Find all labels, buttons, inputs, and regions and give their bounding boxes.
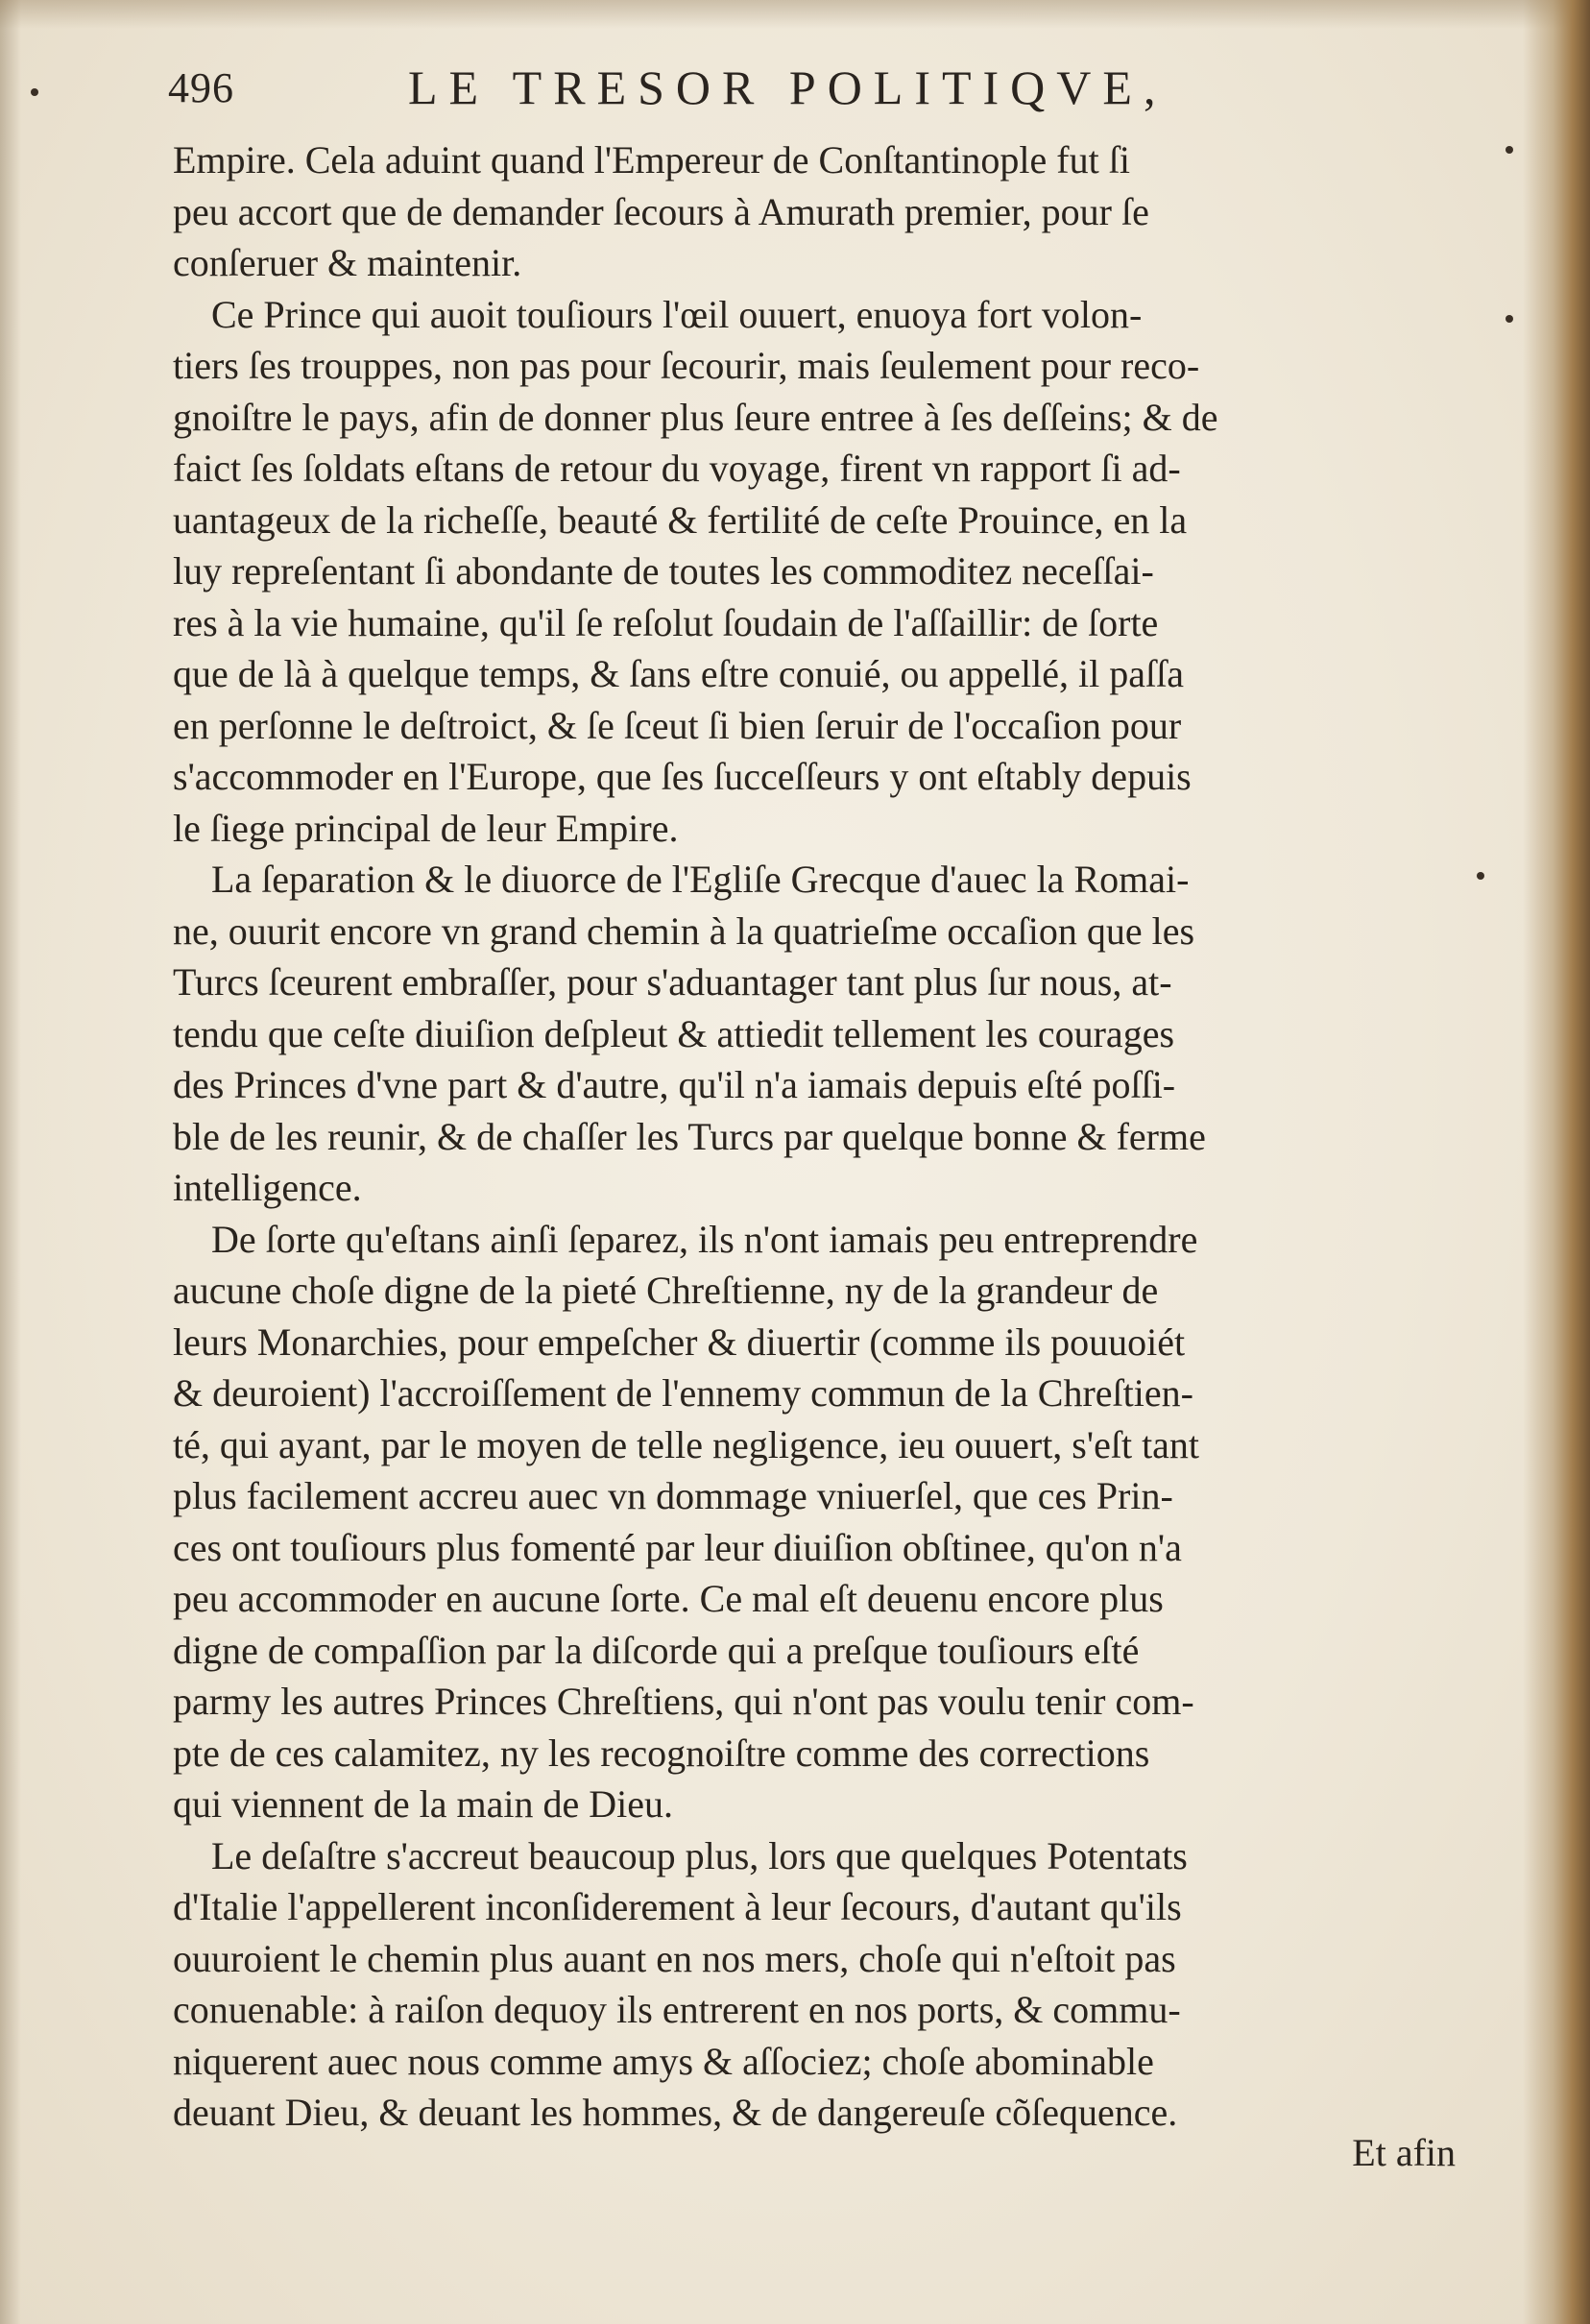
text-line: faict ſes ſoldats eſtans de retour du voyage, firent vn rapport ſi ad- bbox=[173, 447, 1181, 490]
text-line: res à la vie humaine, qu'il ſe reſolut ſoudain de l'aſſaillir: de ſorte bbox=[173, 600, 1159, 644]
text-line: digne de compaſſion par la diſcorde qui a preſque touſiours eſté bbox=[173, 1628, 1140, 1672]
text-line: d'Italie l'appellerent inconſiderement à leur ſecours, d'autant qu'ils bbox=[173, 1885, 1182, 1928]
text-line: ces ont touſiours plus fomenté par leur diuiſion obſtinee, qu'on n'a bbox=[173, 1525, 1182, 1569]
text-line: Turcs ſceurent embraſſer, pour s'aduantager tant plus ſur nous, at- bbox=[173, 960, 1172, 1004]
text-line: en perſonne le deſtroict, & ſe ſceut ſi bien ſeruir de l'occaſion pour bbox=[173, 703, 1182, 747]
page-left-shadow bbox=[0, 0, 21, 2324]
ink-speck bbox=[1477, 872, 1484, 880]
text-line: que de là à quelque temps, & ſans eſtre conuié, ou appellé, il paſſa bbox=[173, 652, 1184, 695]
paragraph-start-line: La ſeparation & le diuorce de l'Egliſe Grecque d'auec la Romai- bbox=[211, 858, 1190, 901]
text-line: uantageux de la richeſſe, beauté & fertilité de ceſte Prouince, en la bbox=[173, 497, 1188, 542]
page-number: 496 bbox=[168, 64, 234, 111]
text-line: leurs Monarchies, pour empeſcher & diuertir (comme ils pouuoiét bbox=[173, 1319, 1186, 1364]
text-line: aucune choſe digne de la pieté Chreſtienne, ny de la grandeur de bbox=[173, 1269, 1159, 1312]
paragraph-start-line: Ce Prince qui auoit touſiours l'œil ouuert, enuoya fort volon- bbox=[211, 292, 1143, 336]
page-header bbox=[168, 60, 1455, 127]
ink-speck bbox=[31, 88, 38, 96]
text-line: niquerent auec nous comme amys & aſſociez; choſe abominable bbox=[173, 2039, 1154, 2083]
text-line: parmy les autres Princes Chreſtiens, qui n'ont pas voulu tenir com- bbox=[173, 1680, 1194, 1723]
text-line: luy repreſentant ſi abondante de toutes les commoditez neceſſai- bbox=[173, 549, 1154, 593]
page-binding-edge bbox=[1523, 0, 1590, 2324]
paragraph-start-line: Le deſaſtre s'accreut beaucoup plus, lors que quelques Potentats bbox=[211, 1833, 1188, 1877]
text-line: té, qui ayant, par le moyen de telle negligence, ieu ouuert, s'eſt tant bbox=[173, 1422, 1200, 1466]
ink-speck bbox=[1506, 315, 1513, 323]
paragraph-start-line: De ſorte qu'eſtans ainſi ſeparez, ils n'ont iamais peu entreprendre bbox=[211, 1217, 1198, 1261]
text-line: pte de ces calamitez, ny les recognoiſtre comme des corrections bbox=[173, 1731, 1150, 1775]
page-top-shadow bbox=[0, 0, 1590, 29]
catchword: Et afin bbox=[1352, 2131, 1456, 2174]
text-line: plus facilement accreu auec vn dommage vniuerſel, que ces Prin- bbox=[173, 1474, 1173, 1517]
text-line: gnoiſtre le pays, afin de donner plus ſeure entree à ſes deſſeins; & de bbox=[173, 395, 1218, 439]
text-line: ne, ouurit encore vn grand chemin à la quatrieſme occaſion que les bbox=[173, 908, 1195, 953]
text-line: le ſiege principal de leur Empire. bbox=[173, 806, 679, 850]
body-text bbox=[173, 134, 1459, 2139]
text-line: tiers ſes trouppes, non pas pour ſecourir, mais ſeulement pour reco- bbox=[173, 344, 1200, 387]
text-line: ble de les reunir, & de chaſſer les Turcs par quelque bonne & ferme bbox=[173, 1114, 1206, 1158]
text-line: intelligence. bbox=[173, 1166, 362, 1209]
text-line: tendu que ceſte diuiſion deſpleut & attiedit tellement les courages bbox=[173, 1011, 1175, 1055]
text-line: s'accommoder en l'Europe, que ſes ſucceſſeurs y ont eſtably depuis bbox=[173, 755, 1192, 798]
running-head: LE TRESOR POLITIQVE, bbox=[408, 61, 1168, 114]
text-line: deuant Dieu, & deuant les hommes, & de dangereuſe cõſequence. bbox=[173, 2091, 1178, 2134]
text-line: Empire. Cela aduint quand l'Empereur de Conſtantinople fut ſi bbox=[173, 138, 1130, 182]
text-line: conuenable: à raiſon dequoy ils entrerent en nos ports, & commu- bbox=[173, 1988, 1181, 2031]
text-line: qui viennent de la main de Dieu. bbox=[173, 1782, 673, 1826]
text-line: peu accommoder en aucune ſorte. Ce mal eſt deuenu encore plus bbox=[173, 1577, 1164, 1620]
text-line: des Princes d'vne part & d'autre, qu'il n'a iamais depuis eſté poſſi- bbox=[173, 1063, 1176, 1106]
text-line: ouuroient le chemin plus auant en nos mers, choſe qui n'eſtoit pas bbox=[173, 1936, 1176, 1980]
ink-speck bbox=[1506, 146, 1513, 154]
text-line: peu accort que de demander ſecours à Amurath premier, pour ſe bbox=[173, 189, 1149, 233]
text-line: & deuroient) l'accroiſſement de l'ennemy commun de la Chreſtien- bbox=[173, 1371, 1193, 1415]
text-line: conſeruer & maintenir. bbox=[173, 241, 522, 284]
